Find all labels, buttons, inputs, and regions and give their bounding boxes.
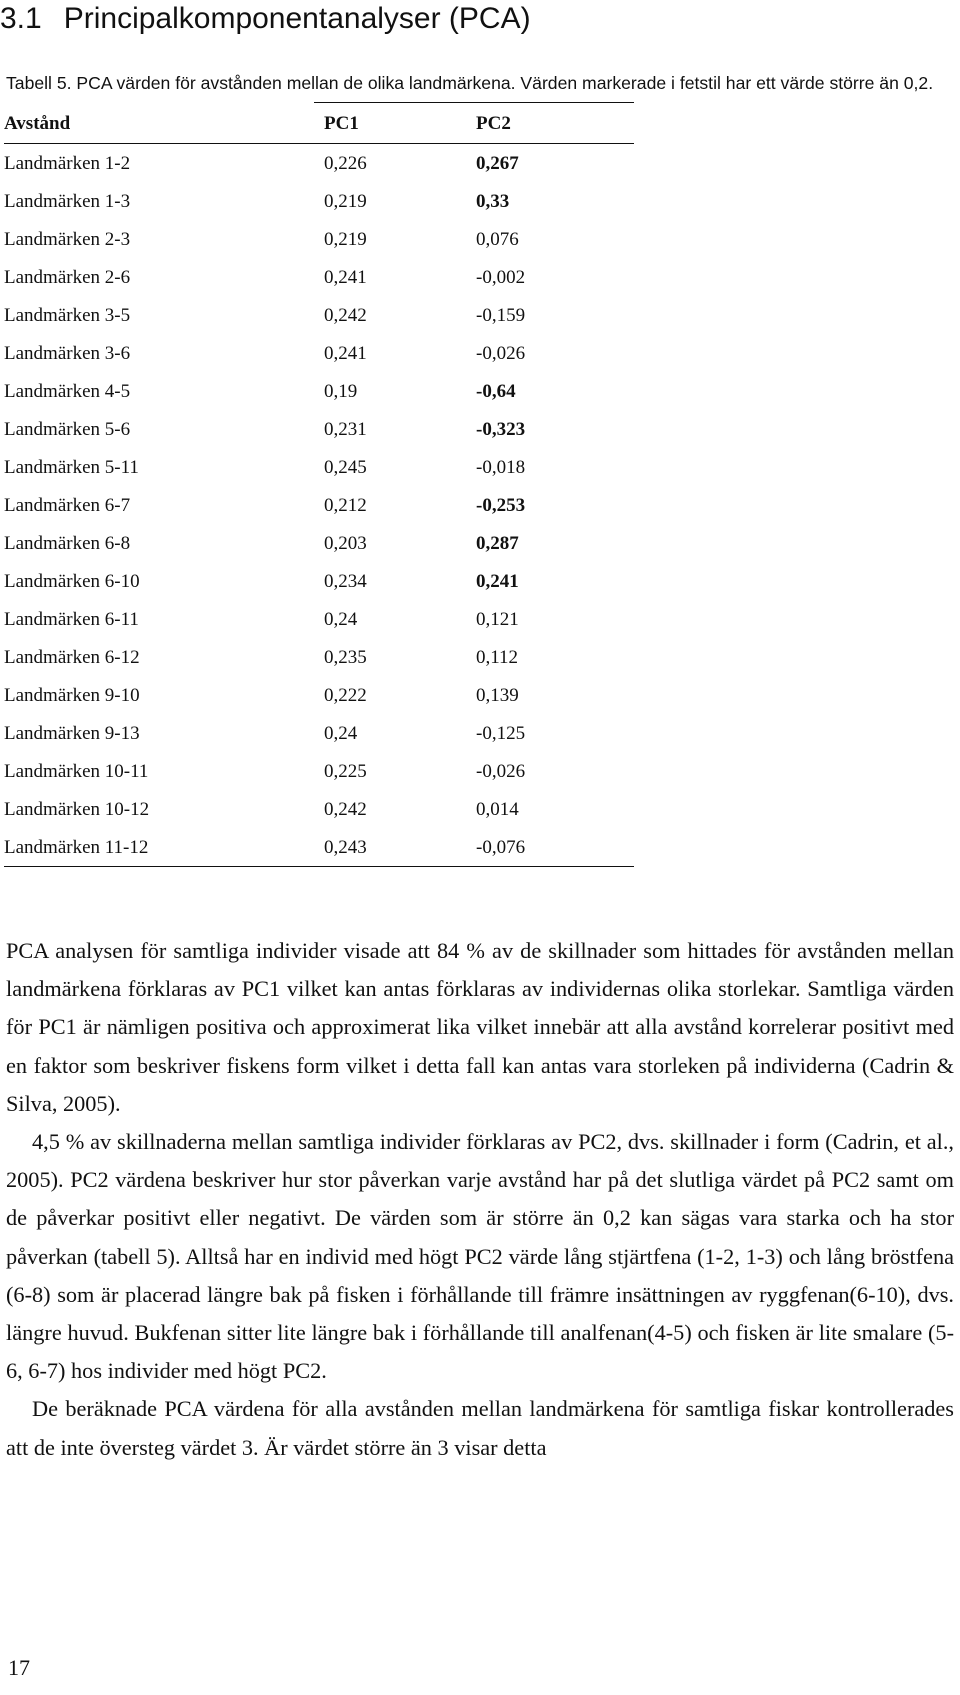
table-caption: Tabell 5. PCA värden för avstånden mellan de olika landmärkena. Värden markerade i fetstil har ett värde större än 0,2. — [6, 73, 934, 93]
page-number: 17 — [8, 1655, 30, 1680]
table-row — [4, 524, 634, 562]
row-label: Landmärken 9-10 — [4, 685, 140, 706]
row-label: Landmärken 6-7 — [4, 495, 131, 516]
section-number: 3.1 — [0, 2, 42, 35]
table-row — [4, 638, 634, 676]
table-body — [4, 144, 634, 866]
row-pc2: -0,64 — [476, 381, 516, 402]
row-pc1: 0,24 — [324, 723, 358, 744]
row-label: Landmärken 2-6 — [4, 267, 131, 288]
row-pc2: -0,253 — [476, 495, 526, 516]
row-pc2: 0,014 — [476, 799, 519, 820]
row-pc2: -0,018 — [476, 457, 526, 478]
row-label: Landmärken 6-8 — [4, 533, 131, 554]
table-bottom-rule — [4, 866, 634, 867]
table-row — [4, 182, 634, 220]
row-pc2: -0,026 — [476, 343, 526, 364]
table-row — [4, 790, 634, 828]
row-label: Landmärken 4-5 — [4, 381, 131, 402]
pca-table — [4, 102, 634, 867]
table-header-row — [4, 103, 634, 143]
row-pc1: 0,203 — [324, 533, 367, 554]
row-label: Landmärken 1-2 — [4, 153, 131, 174]
row-pc2: -0,125 — [476, 723, 526, 744]
row-pc1: 0,212 — [324, 495, 367, 516]
paragraph: De beräknade PCA värdena för alla avstånden mellan landmärkena för samtliga fiskar kontrollerades att de inte översteg värdet 3. Är värdet större än 3 visar detta — [6, 1396, 954, 1460]
table-row — [4, 220, 634, 258]
row-pc1: 0,241 — [324, 343, 367, 364]
row-pc1: 0,234 — [324, 571, 367, 592]
row-label: Landmärken 3-6 — [4, 343, 131, 364]
row-pc1: 0,242 — [324, 305, 367, 326]
row-pc1: 0,225 — [324, 761, 367, 782]
row-pc1: 0,219 — [324, 191, 367, 212]
row-label: Landmärken 11-12 — [4, 837, 149, 858]
row-pc2: -0,159 — [476, 305, 526, 326]
row-pc2: 0,33 — [476, 191, 510, 212]
row-label: Landmärken 10-11 — [4, 761, 149, 782]
table-row — [4, 486, 634, 524]
table-row — [4, 410, 634, 448]
body-text — [6, 932, 954, 1467]
row-label: Landmärken 5-6 — [4, 419, 131, 440]
row-pc2: -0,026 — [476, 761, 526, 782]
table-row — [4, 562, 634, 600]
row-label: Landmärken 5-11 — [4, 457, 139, 478]
row-pc2: 0,139 — [476, 685, 519, 706]
section-title: Principalkomponentanalyser (PCA) — [63, 2, 531, 35]
row-pc1: 0,231 — [324, 419, 367, 440]
table-row — [4, 600, 634, 638]
row-pc1: 0,235 — [324, 647, 367, 668]
row-label: Landmärken 1-3 — [4, 191, 131, 212]
row-label: Landmärken 6-12 — [4, 647, 140, 668]
row-label: Landmärken 2-3 — [4, 229, 131, 250]
row-pc2: 0,121 — [476, 609, 519, 630]
row-pc2: 0,241 — [476, 571, 519, 592]
paragraph: PCA analysen för samtliga individer visade att 84 % av de skillnader som hittades för avstånden mellan landmärkena förklaras av PC1 vilket kan antas förklaras av individernas olika storlekar. Samtliga värden för PC1 är nämligen positiva och approximerat lika vilket innebär att alla avstånd korrelerar positivt med en faktor som beskriver fiskens form vilket i detta fall kan antas vara storleken på individerna (Cadrin & Silva, 2005). — [6, 938, 954, 1116]
section-heading — [0, 2, 531, 36]
row-label: Landmärken 6-11 — [4, 609, 139, 630]
table-row — [4, 676, 634, 714]
row-pc1: 0,226 — [324, 153, 367, 174]
table-row — [4, 828, 634, 866]
row-pc2: -0,323 — [476, 419, 526, 440]
row-pc2: 0,076 — [476, 229, 519, 250]
table-row — [4, 448, 634, 486]
table-row — [4, 752, 634, 790]
table-row — [4, 144, 634, 182]
header-pc2: PC2 — [476, 113, 511, 134]
row-pc2: -0,002 — [476, 267, 526, 288]
row-pc1: 0,243 — [324, 837, 367, 858]
row-label: Landmärken 9-13 — [4, 723, 140, 744]
row-pc1: 0,24 — [324, 609, 358, 630]
header-avstand: Avstånd — [4, 113, 71, 134]
row-label: Landmärken 6-10 — [4, 571, 140, 592]
table-row — [4, 334, 634, 372]
table-row — [4, 714, 634, 752]
row-pc1: 0,19 — [324, 381, 358, 402]
row-pc2: -0,076 — [476, 837, 526, 858]
row-label: Landmärken 3-5 — [4, 305, 131, 326]
table-row — [4, 372, 634, 410]
paragraph: 4,5 % av skillnaderna mellan samtliga individer förklaras av PC2, dvs. skillnader i form (Cadrin, et al., 2005). PC2 värdena beskriver hur stor påverkan varje avstånd har på det slutliga värdet på PC2 samt om de påverkar positivt eller negativt. De värden som är större än 0,2 kan sägas vara starka och ha stor påverkan (tabell 5). Alltså har en individ med högt PC2 värde lång stjärtfena (1-2, 1-3) och lång bröstfena (6-8) som är placerad längre bak på fisken i förhållande till främre insättningen av ryggfenan(6-10), dvs. längre huvud. Bukfenan sitter lite längre bak i förhållande till analfenan(4-5) och fisken är lite smalare (5-6, 6-7) hos individer med högt PC2. — [6, 1129, 954, 1384]
header-pc1: PC1 — [324, 113, 359, 134]
row-pc1: 0,242 — [324, 799, 367, 820]
row-pc1: 0,222 — [324, 685, 367, 706]
table-row — [4, 296, 634, 334]
row-pc1: 0,245 — [324, 457, 367, 478]
table-row — [4, 258, 634, 296]
row-pc2: 0,267 — [476, 153, 519, 174]
row-pc1: 0,241 — [324, 267, 367, 288]
row-pc2: 0,287 — [476, 533, 519, 554]
row-pc1: 0,219 — [324, 229, 367, 250]
row-label: Landmärken 10-12 — [4, 799, 150, 820]
row-pc2: 0,112 — [476, 647, 519, 668]
